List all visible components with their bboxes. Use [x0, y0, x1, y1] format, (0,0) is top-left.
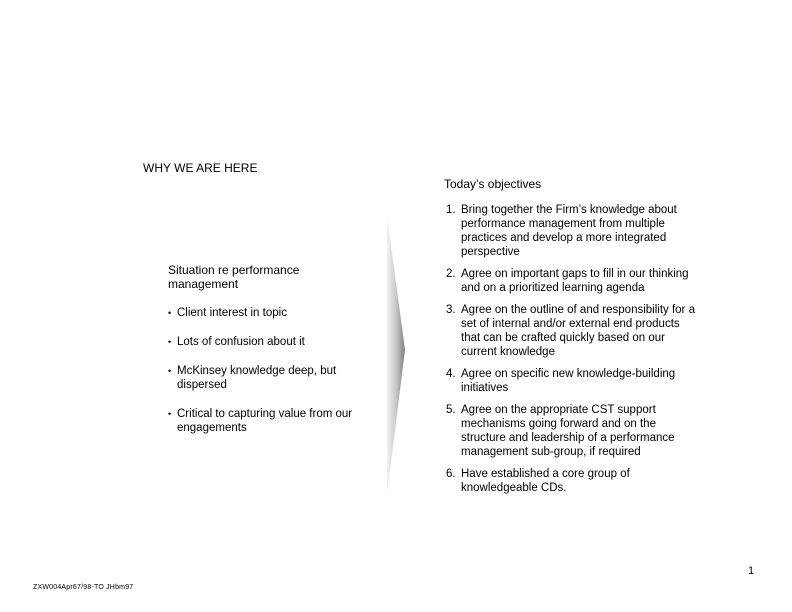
- page-title: WHY WE ARE HERE: [143, 161, 258, 175]
- objective-number: 5.: [446, 404, 456, 416]
- situation-bullet-list: [168, 306, 358, 450]
- situation-heading: Situation re performance management: [168, 263, 300, 291]
- situation-bullet: • Client interest in topic: [168, 306, 358, 320]
- objective-item: [446, 203, 701, 259]
- objective-item: [446, 467, 701, 495]
- objective-number: 2.: [446, 268, 456, 280]
- objective-text: Have established a core group of knowledgeable CDs.: [461, 468, 630, 494]
- footer-code: ZXW004Apr67/98-TO JHbm97: [33, 584, 134, 591]
- objective-number: 1.: [446, 204, 456, 216]
- objective-text: Agree on the outline of and responsibility for a set of internal and/or external end products that can be crafted quickly based on our current knowledge: [461, 304, 695, 358]
- objective-number: 3.: [446, 304, 456, 316]
- objective-number: 6.: [446, 468, 456, 480]
- objectives-list: [446, 203, 701, 503]
- objective-text: Agree on important gaps to fill in our thinking and on a prioritized learning agenda: [461, 268, 689, 294]
- objective-text: Agree on specific new knowledge-building initiatives: [461, 368, 676, 394]
- situation-bullet: • McKinsey knowledge deep, but dispersed: [168, 364, 358, 392]
- objective-item: [446, 403, 701, 459]
- objective-number: 4.: [446, 368, 456, 380]
- objective-text: Agree on the appropriate CST support mechanisms going forward and on the structure and leadership of a performance management sub-group, if required: [461, 404, 675, 458]
- objectives-heading: Today’s objectives: [444, 177, 542, 191]
- objective-item: [446, 303, 701, 359]
- page-number: 1: [748, 565, 755, 577]
- objective-item: [446, 267, 701, 295]
- objective-text: Bring together the Firm’s knowledge about performance management from multiple practices and develop a more integrated perspective: [461, 204, 677, 258]
- objective-item: [446, 367, 701, 395]
- chevron-arrow-icon: [386, 216, 406, 494]
- situation-bullet: • Critical to capturing value from our engagements: [168, 407, 358, 435]
- situation-bullet: • Lots of confusion about it: [168, 335, 358, 349]
